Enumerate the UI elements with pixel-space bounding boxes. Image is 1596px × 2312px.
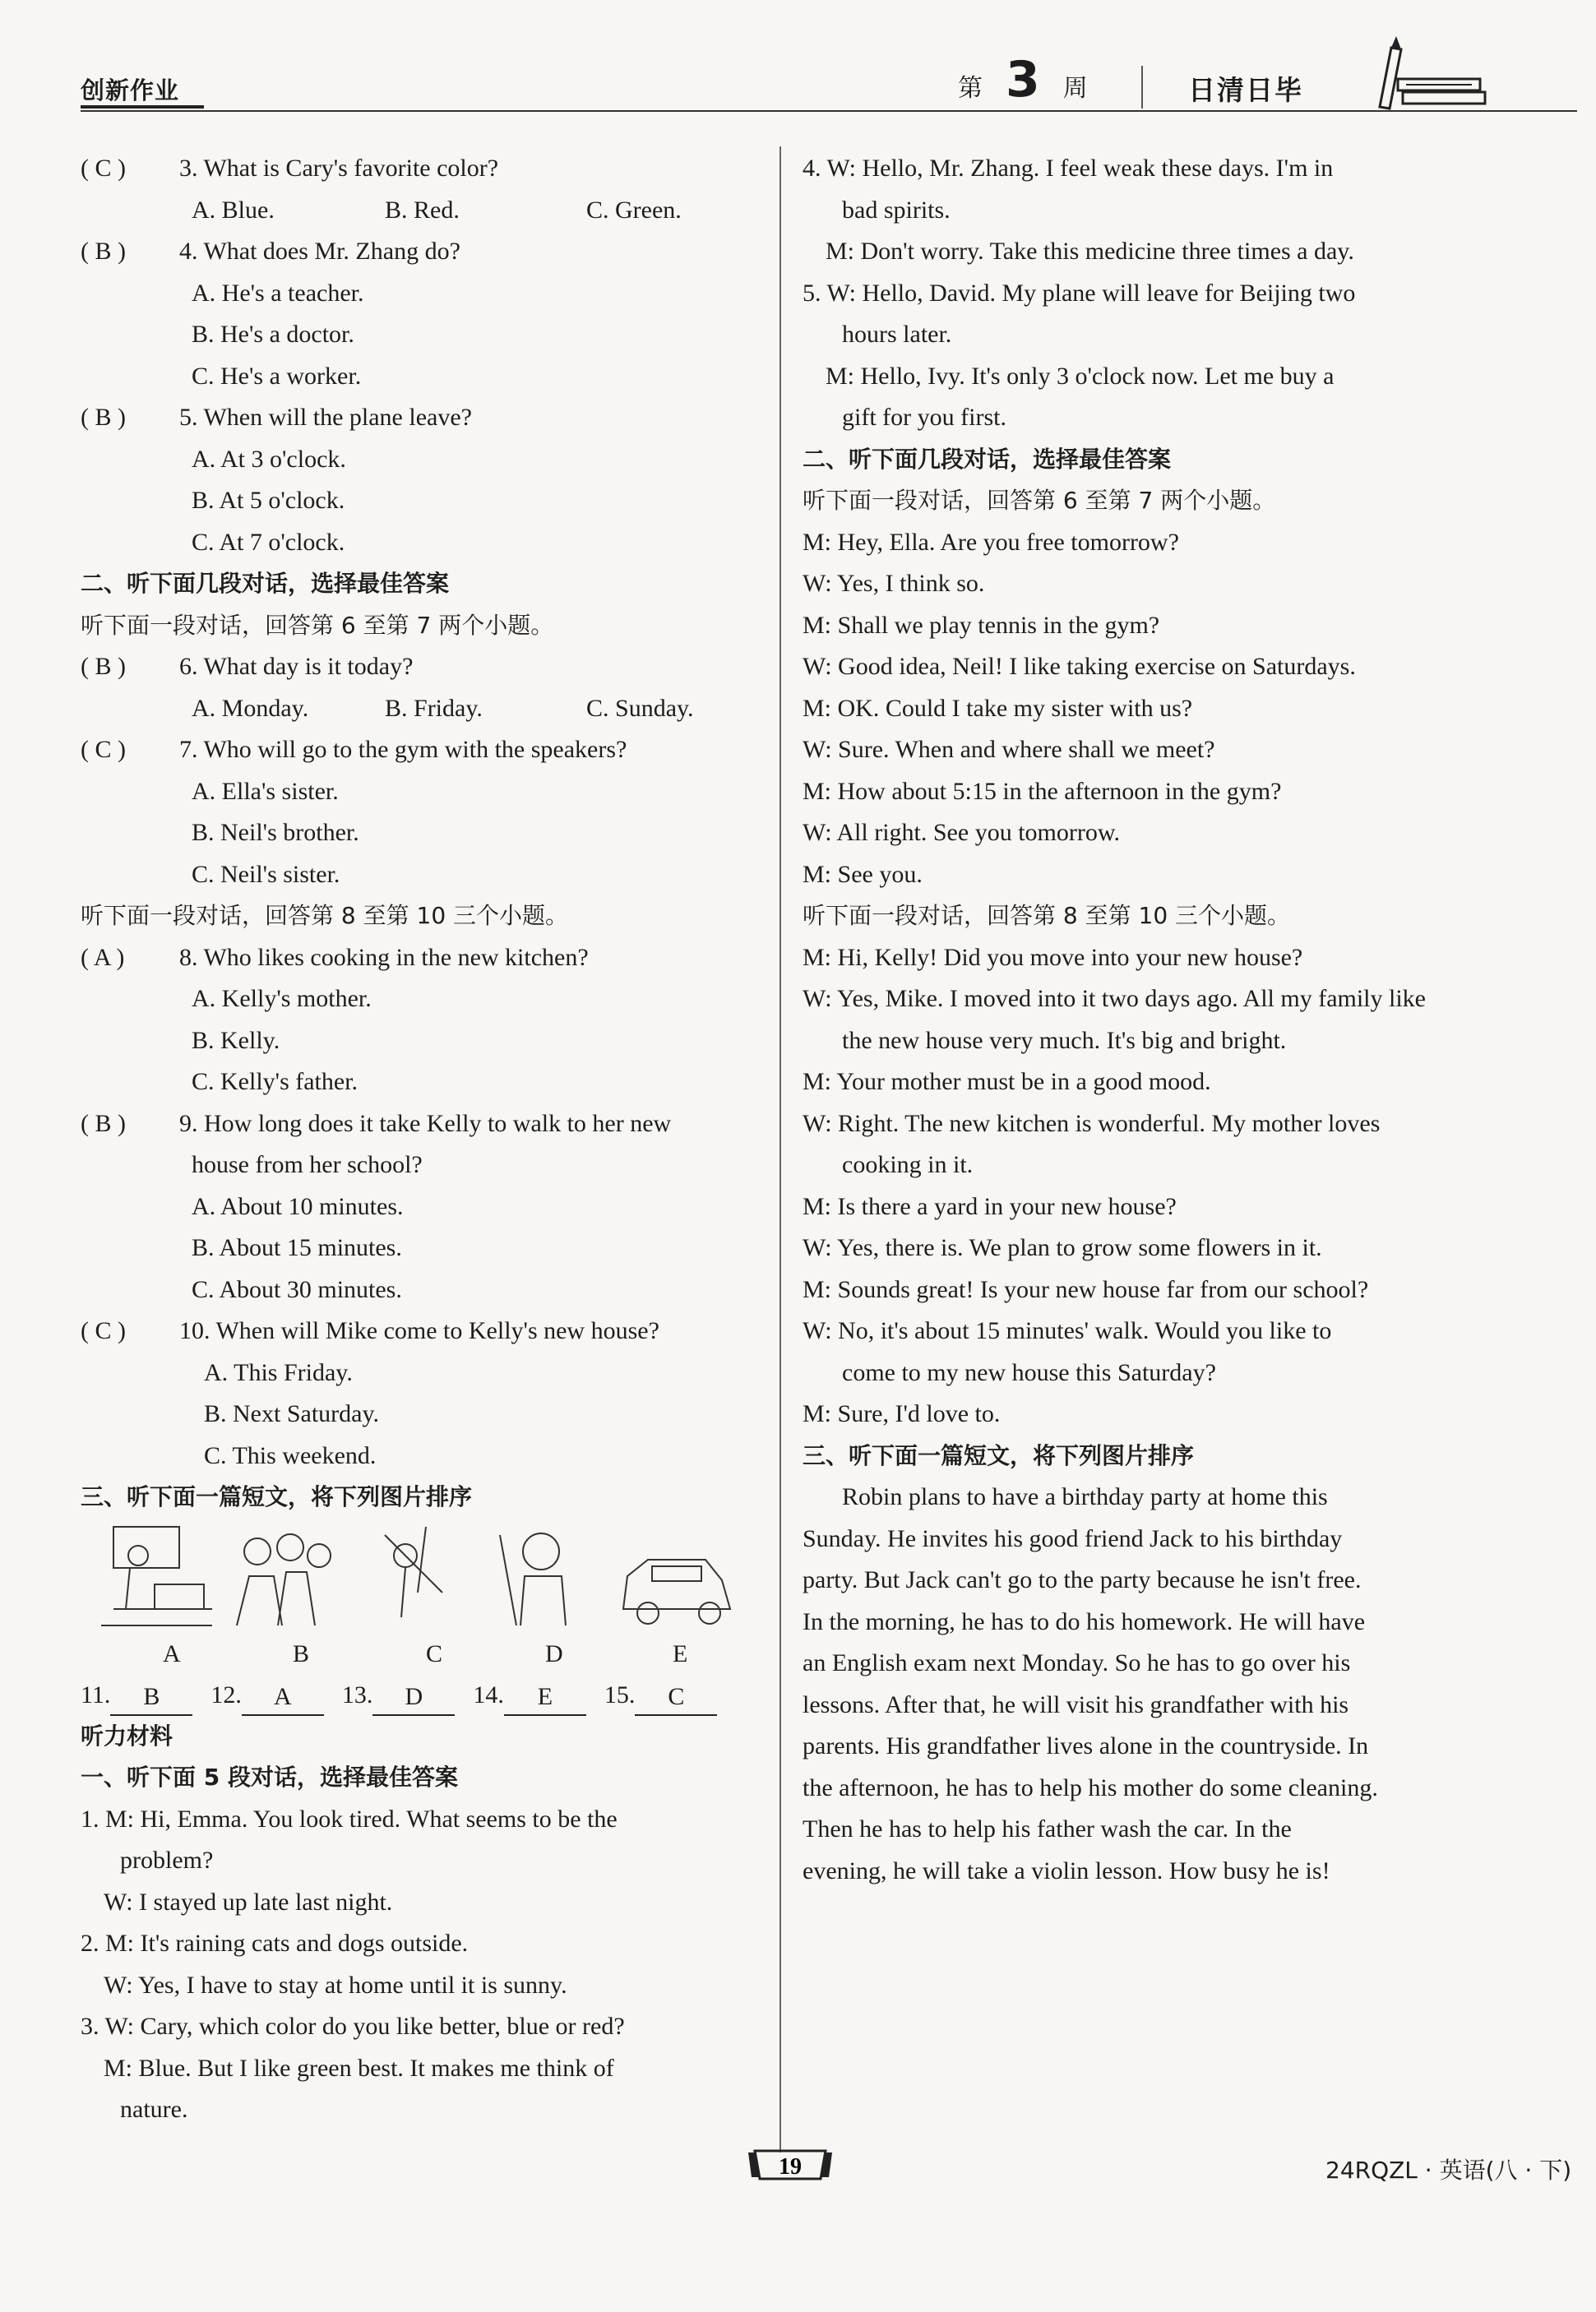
picture-strip [81,1519,763,1634]
week-number: 3 [1006,51,1040,109]
picture-b-grandfather [237,1534,331,1625]
passage-line: evening, he will take a violin lesson. How busy he is! [803,1857,1330,1884]
picture-label-c: C [426,1639,443,1667]
option-c: C. About 30 minutes. [192,1275,402,1303]
passage-line: parents. His grandfather lives alone in the countryside. In [803,1732,1369,1759]
column-divider [779,146,781,2152]
option-a: A. This Friday. [204,1358,353,1386]
answer-blank: C [635,1680,717,1716]
right-column [803,148,1485,1892]
question-text: 5. When will the plane leave? [179,404,472,431]
instruction-8-10: 听下面一段对话，回答第 8 至第 10 三个小题。 [81,902,569,929]
materials-section-3-title: 三、听下面一篇短文，将下列图片排序 [803,1441,1195,1469]
instruction-6-7: 听下面一段对话，回答第 6 至第 7 两个小题。 [81,611,554,639]
picture-e-car [623,1560,730,1624]
option-c: C. Green. [586,196,682,224]
question-text: 7. Who will go to the gym with the speakers? [179,736,627,763]
picture-labels [81,1634,763,1675]
option-c: C. Sunday. [586,694,694,722]
answer-mark: ( A ) [81,943,125,971]
answer-mark: ( B ) [81,1109,126,1137]
passage-line: lessons. After that, he will visit his grandfather with his [803,1690,1349,1718]
dialog-line: nature. [120,2096,188,2123]
option-b: B. He's a doctor. [192,321,354,348]
picture-label-e: E [673,1639,688,1667]
answer-13 [342,1675,456,1716]
question-text-cont: house from her school? [192,1151,423,1178]
passage-line: In the morning, he has to do his homework. He will have [803,1607,1366,1635]
question-text: 6. What day is it today? [179,653,414,680]
option-c: C. He's a worker. [192,362,362,390]
passage-line: party. But Jack can't go to the party because he isn't free. [803,1566,1362,1593]
ordering-answers [81,1675,763,1716]
option-c: C. This weekend. [204,1441,377,1469]
materials-section-2-title: 二、听下面几段对话，选择最佳答案 [803,445,1172,473]
dialog-line: W: Yes, I think so. [803,570,985,597]
option-c: C. At 7 o'clock. [192,528,345,556]
picture-a-homework [101,1527,212,1625]
dialog-line: W: Yes, I have to stay at home until it is sunny. [104,1971,567,1999]
book-code: 24RQZL · 英语(八 · 下) [1325,2157,1572,2184]
dialog-line: M: Hey, Ella. Are you free tomorrow? [803,528,1179,556]
materials-dialogs-4-5 [803,148,1485,439]
dialog-line: 2. M: It's raining cats and dogs outside. [81,1930,469,1957]
question-3 [81,148,763,190]
answer-mark: ( C ) [81,736,126,763]
option-c: C. Neil's sister. [192,860,340,888]
dialog-line: W: Yes, Mike. I moved into it two days ago. All my family like [803,985,1426,1012]
header-week [958,51,1088,109]
dialog-line: M: Sure, I'd love to. [803,1400,1001,1427]
question-9 [81,1103,763,1145]
question-8 [81,937,763,979]
dialog-line: M: Sounds great! Is your new house far from our school? [803,1275,1369,1303]
option-b: B. Kelly. [192,1026,280,1054]
dialog-line: 4. W: Hello, Mr. Zhang. I feel weak these days. I'm in [803,155,1334,182]
materials-passage [803,1477,1485,1892]
answer-number: 11. [81,1681,111,1709]
answer-mark: ( B ) [81,653,126,680]
header-brand: 日清日毕 [1188,74,1303,106]
answer-11 [81,1675,192,1716]
answer-blank: D [372,1680,455,1716]
dialog-line: hours later. [842,321,952,348]
picture-label-d: D [545,1639,563,1667]
answer-14 [473,1675,586,1716]
dialog-line: gift for you first. [842,404,1006,431]
question-10 [81,1311,763,1353]
answer-blank: B [110,1680,192,1716]
dialog-line: come to my new house this Saturday? [842,1358,1216,1386]
dialog-line: problem? [120,1847,214,1874]
dialog-line: W: Sure. When and where shall we meet? [803,736,1215,763]
question-7 [81,729,763,771]
answer-mark: ( B ) [81,238,126,265]
answer-12 [210,1675,324,1716]
answer-number: 12. [210,1681,242,1709]
dialog-line: the new house very much. It's big and bright. [842,1026,1287,1054]
question-text: 9. How long does it take Kelly to walk to her new [179,1109,672,1137]
answer-number: 14. [473,1681,504,1709]
pictures-illustration [81,1519,738,1634]
option-a: A. At 3 o'clock. [192,445,346,473]
dialog-line: W: Right. The new kitchen is wonderful. My mother loves [803,1109,1381,1137]
question-text: 4. What does Mr. Zhang do? [179,238,460,265]
option-a: A. Monday. [192,694,309,722]
option-c: C. Kelly's father. [192,1068,359,1095]
dialog-line: M: Is there a yard in your new house? [803,1192,1177,1220]
question-text: 8. Who likes cooking in the new kitchen? [179,943,589,971]
dialog-line: M: Your mother must be in a good mood. [803,1068,1211,1095]
option-a: A. About 10 minutes. [192,1192,404,1220]
dialog-line: 3. W: Cary, which color do you like better, blue or red? [81,2013,625,2040]
picture-d-cleaning [500,1533,566,1625]
materials-instruction-6-7: 听下面一段对话，回答第 6 至第 7 两个小题。 [803,487,1276,514]
week-prefix: 第 [958,74,983,103]
section-2-title: 二、听下面几段对话，选择最佳答案 [81,570,450,597]
option-b: B. About 15 minutes. [192,1234,402,1261]
dialog-line: bad spirits. [842,196,951,224]
dialog-line: 1. M: Hi, Emma. You look tired. What seems to be the [81,1805,618,1833]
question-6 [81,646,763,688]
answer-number: 15. [604,1681,636,1709]
passage-line: the afternoon, he has to help his mother do some cleaning. [803,1773,1378,1801]
dialog-line: M: Don't worry. Take this medicine three times a day. [826,238,1354,265]
header-series-title: 创新作业 [81,76,180,104]
materials-title: 听力材料 [81,1722,173,1750]
question-4 [81,231,763,273]
question-text: 3. What is Cary's favorite color? [179,155,499,182]
left-column [81,148,763,2131]
option-b: B. Red. [385,196,460,224]
page-number-badge [745,2144,835,2185]
option-b: B. Friday. [385,694,483,722]
dialog-line: W: I stayed up late last night. [104,1888,393,1916]
materials-instruction-8-10: 听下面一段对话，回答第 8 至第 10 三个小题。 [803,902,1291,929]
dialog-line: W: Yes, there is. We plan to grow some flowers in it. [803,1234,1322,1261]
dialog-line: W: All right. See you tomorrow. [803,819,1121,846]
dialog-line: M: OK. Could I take my sister with us? [803,694,1193,722]
option-a: A. Ella's sister. [192,777,339,805]
materials-dialog-6-7 [803,522,1485,896]
answer-blank: E [504,1680,586,1716]
picture-c-violin [385,1527,442,1617]
dialog-line: cooking in it. [842,1151,974,1178]
materials-dialog-8-10 [803,937,1485,1436]
answer-mark: ( C ) [81,1317,126,1344]
picture-label-b: B [293,1639,310,1667]
option-a: A. He's a teacher. [192,279,364,307]
pencil-books-icon [1349,31,1488,113]
answer-15 [604,1675,718,1716]
passage-line: an English exam next Monday. So he has to go over his [803,1649,1351,1676]
header-title-underline [81,105,204,109]
header-separator [1141,66,1143,109]
option-b: B. Next Saturday. [204,1400,380,1427]
question-3-options [81,190,763,232]
answer-blank: A [242,1680,324,1716]
dialog-line: M: Shall we play tennis in the gym? [803,611,1160,639]
question-6-options [81,688,763,730]
question-5 [81,397,763,439]
dialog-line: M: How about 5:15 in the afternoon in the gym? [803,777,1282,805]
dialog-line: 5. W: Hello, David. My plane will leave for Beijing two [803,279,1356,307]
dialog-line: W: Good idea, Neil! I like taking exercise on Saturdays. [803,653,1356,680]
passage-line: Then he has to help his father wash the car. In the [803,1815,1292,1843]
dialog-line: M: Blue. But I like green best. It makes me think of [104,2054,614,2082]
materials-dialogs-1-3 [81,1799,763,2131]
header-rule [81,110,1577,112]
dialog-line: W: No, it's about 15 minutes' walk. Would you like to [803,1317,1332,1344]
dialog-line: M: Hello, Ivy. It's only 3 o'clock now. Let me buy a [826,362,1335,390]
answer-number: 13. [341,1681,373,1709]
answer-mark: ( C ) [81,155,126,182]
answer-mark: ( B ) [81,404,126,431]
materials-section-1-title: 一、听下面 5 段对话，选择最佳答案 [81,1764,458,1791]
passage-line: Sunday. He invites his good friend Jack to his birthday [803,1524,1343,1552]
page-number: 19 [779,2154,802,2180]
week-suffix: 周 [1062,74,1088,103]
passage-line: Robin plans to have a birthday party at home this [842,1483,1328,1510]
option-a: A. Blue. [192,196,275,224]
section-3-title: 三、听下面一篇短文，将下列图片排序 [81,1483,473,1510]
dialog-line: M: See you. [803,860,923,888]
question-text: 10. When will Mike come to Kelly's new house? [179,1317,659,1344]
option-b: B. At 5 o'clock. [192,487,345,514]
dialog-line: M: Hi, Kelly! Did you move into your new house? [803,943,1303,971]
picture-label-a: A [163,1639,181,1667]
option-b: B. Neil's brother. [192,819,359,846]
option-a: A. Kelly's mother. [192,985,372,1012]
